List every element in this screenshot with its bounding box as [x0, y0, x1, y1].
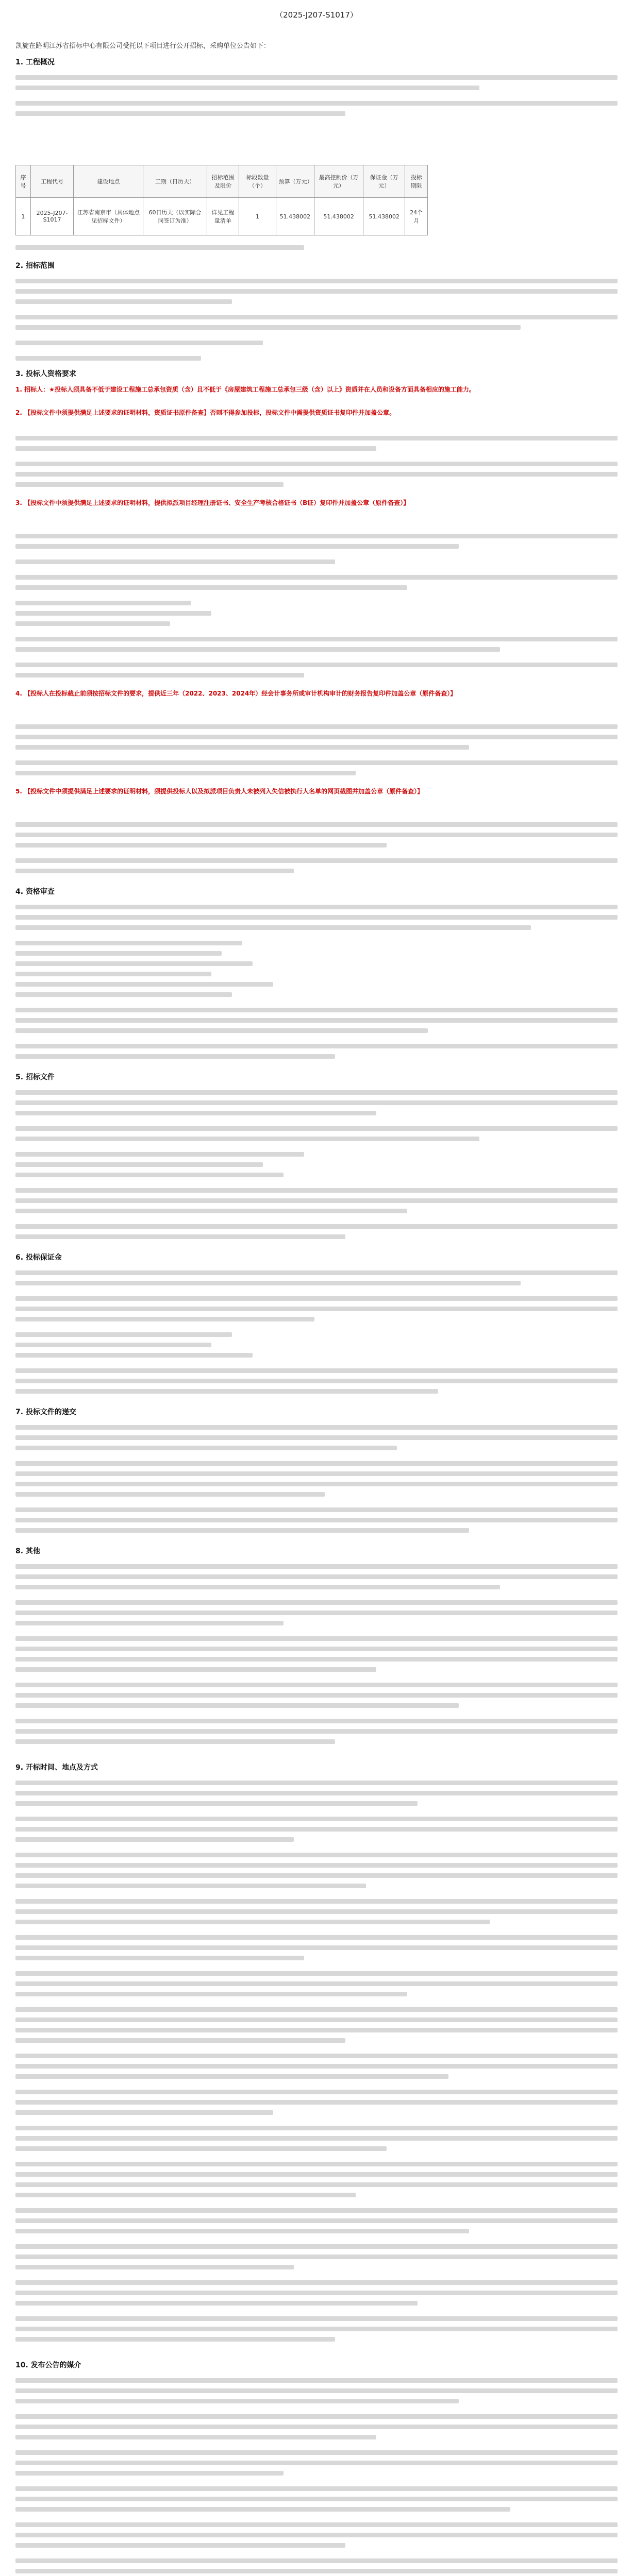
text-line: [15, 2298, 618, 2303]
table-cell: 51.438002: [363, 198, 405, 235]
text-line: [15, 1005, 618, 1010]
text-line: [15, 1303, 618, 1309]
text-line: [15, 541, 618, 546]
text-line: [15, 1087, 618, 1092]
text-line: [15, 1525, 618, 1530]
text-line: [15, 2143, 618, 2148]
table-cell: 51.438002: [314, 198, 363, 235]
text-line: [15, 1633, 618, 1638]
text-line: [15, 582, 618, 587]
text-line: [15, 2468, 618, 2473]
text-line: [15, 1206, 618, 1211]
text-line: [15, 2432, 618, 2437]
text-line: [15, 608, 618, 613]
text-line: [15, 296, 618, 301]
requirement-highlight: 1. 招标人：★投标人须具备不低于建设工程施工总承包资质（含）且不低于《房屋建筑工程施工总承包三级（含）以上》资质并在人员和设备方面具备相应的施工能力。: [15, 386, 475, 393]
text-line: [15, 1170, 618, 1175]
requirement-highlight: 5. 【投标文件中须提供满足上述要求的证明材料，须提供投标人以及拟派项目负责人未被列入失信被执行人名单的网页截图并加盖公章（原件备查）】: [15, 788, 424, 795]
table-cell: 2025-J207-S1017: [30, 198, 74, 235]
text-line: [15, 2215, 618, 2221]
text-line: [15, 1185, 618, 1190]
text-line: [15, 2205, 618, 2210]
text-line: [15, 2025, 618, 2030]
text-line: [15, 1597, 618, 1602]
text-line: [15, 1221, 618, 1226]
text-line: [15, 1159, 618, 1164]
section-heading-review: 4. 资格审查: [15, 888, 55, 896]
text-line: [15, 2087, 618, 2092]
table-header-cell: 序号: [16, 165, 31, 198]
table-cell: 1: [239, 198, 276, 235]
text-line: [15, 322, 618, 327]
text-line: [15, 2133, 618, 2138]
text-line: [15, 2411, 618, 2416]
requirement-highlight: 2. 【投标文件中须提供满足上述要求的证明材料，资质证书原件备查】否则不得参加投标，投标文件中需提供资质证书复印件并加盖公章。: [15, 409, 396, 416]
text-line: [15, 2483, 618, 2488]
text-line: [15, 2504, 618, 2509]
text-line: [15, 1329, 618, 1334]
text-line: [15, 1489, 618, 1494]
text-line: [15, 1654, 618, 1659]
text-line: [15, 659, 618, 665]
text-line: [15, 912, 618, 917]
text-line: [15, 2555, 618, 2561]
text-line: [15, 2396, 618, 2401]
text-line: [15, 1978, 618, 1984]
text-line: [15, 2287, 618, 2293]
text-line: [15, 2071, 618, 2076]
text-line: [15, 1293, 618, 1298]
text-line: [15, 2385, 618, 2391]
intro-paragraph: 凯旋在路明江苏省招标中心有限公司受托以下项目进行公开招标，采购单位公告如下：: [15, 42, 271, 50]
text-line: [15, 2004, 618, 2009]
text-line: [15, 1504, 618, 1510]
text-line: [15, 1267, 618, 1273]
text-line: [15, 1340, 618, 1345]
text-line: [15, 1700, 618, 1705]
table-row: [16, 198, 428, 235]
table-cell: 江苏省南京市（具体地点见招标文件）: [74, 198, 143, 235]
text-line: [15, 2458, 618, 2463]
text-line: [15, 556, 618, 562]
text-line: [15, 2123, 618, 2128]
text-line: [15, 866, 618, 871]
text-line: [15, 1432, 618, 1437]
text-line: [15, 2179, 618, 2184]
text-line: [15, 312, 618, 317]
text-line: [15, 1097, 618, 1103]
text-line: [15, 855, 618, 860]
text-line: [15, 1123, 618, 1128]
text-line: [15, 2324, 618, 2329]
text-line: [15, 1015, 618, 1020]
text-line: [15, 1515, 618, 1520]
text-line: [15, 1798, 618, 1803]
section-heading-submission: 7. 投标文件的递交: [15, 1408, 76, 1416]
text-line: [15, 1643, 618, 1649]
text-line: [15, 1870, 618, 1875]
text-line: [15, 757, 618, 762]
text-line: [15, 2447, 618, 2452]
text-line: [15, 2097, 618, 2102]
text-line: [15, 1051, 618, 1056]
section-heading-opening: 9. 开标时间、地点及方式: [15, 1764, 98, 1772]
section-heading-media: 10. 发布公告的媒介: [15, 2361, 81, 2369]
text-line: [15, 902, 618, 907]
text-line: [15, 2226, 618, 2231]
text-line: [15, 732, 618, 737]
document-number: （2025-J207-S1017）: [275, 10, 358, 20]
text-line: [15, 1953, 618, 1958]
text-line: [15, 1880, 618, 1886]
text-line: [15, 644, 618, 649]
text-line: [15, 337, 618, 343]
text-line: [15, 1479, 618, 1484]
text-line: [15, 1968, 618, 1973]
text-line: [15, 1850, 618, 1855]
text-line: [15, 2540, 618, 2545]
table-header-cell: 工期（日历天）: [143, 165, 207, 198]
table-header-cell: 预算（万元）: [276, 165, 314, 198]
text-line: [15, 1932, 618, 1937]
text-line: [15, 1278, 618, 1283]
table-cell: 1: [16, 198, 31, 235]
text-line: [15, 1690, 618, 1695]
text-line: [15, 1726, 618, 1731]
text-line: [15, 1618, 618, 1623]
text-line: [15, 1788, 618, 1793]
text-line: [15, 2107, 618, 2112]
section-heading-deposit: 6. 投标保证金: [15, 1253, 62, 1262]
table-header-cell: 建设地点: [74, 165, 143, 198]
text-line: [15, 948, 618, 953]
text-line: [15, 1376, 618, 1381]
text-line: [15, 742, 618, 747]
text-line: [15, 1231, 618, 1236]
text-line: [15, 2014, 618, 2020]
text-line: [15, 2566, 618, 2571]
text-line: [15, 1149, 618, 1154]
project-table: [15, 165, 428, 235]
text-line: [15, 2375, 618, 2380]
text-line: [15, 1860, 618, 1865]
text-line: [15, 2169, 618, 2174]
text-line: [15, 1365, 618, 1370]
text-line: [15, 1571, 618, 1577]
text-line: [15, 1834, 618, 1839]
table-cell: 详见工程量清单: [207, 198, 239, 235]
text-line: [15, 2035, 618, 2040]
table-header-cell: 投标期限: [405, 165, 428, 198]
text-line: [15, 108, 618, 113]
text-line: [15, 840, 618, 845]
text-line: [15, 1664, 618, 1669]
section-heading-scope: 2. 招标范围: [15, 262, 55, 270]
text-line: [15, 1350, 618, 1355]
text-line: [15, 242, 618, 247]
text-line: [15, 1582, 618, 1587]
text-line: [15, 572, 618, 577]
text-line: [15, 2421, 618, 2427]
text-line: [15, 989, 618, 994]
text-line: [15, 286, 618, 291]
text-line: [15, 938, 618, 943]
text-line: [15, 72, 618, 77]
text-line: [15, 1680, 618, 1685]
text-line: [15, 1777, 618, 1783]
text-line: [15, 1195, 618, 1200]
text-line: [15, 2519, 618, 2524]
text-line: [15, 670, 618, 675]
text-line: [15, 479, 618, 484]
text-line: [15, 1942, 618, 1947]
text-line: [15, 1896, 618, 1901]
text-line: [15, 353, 618, 358]
text-line: [15, 1607, 618, 1613]
text-line: [15, 979, 618, 984]
text-line: [15, 958, 618, 963]
requirement-highlight: 3. 【投标文件中须提供满足上述要求的证明材料，提供拟派项目经理注册证书、安全生产考核合格证书（B证）复印件并加盖公章（原件备查）】: [15, 499, 410, 506]
text-line: [15, 2334, 618, 2339]
text-line: [15, 618, 618, 623]
text-line: [15, 1422, 618, 1427]
text-line: [15, 1314, 618, 1319]
text-line: [15, 1561, 618, 1566]
text-line: [15, 2159, 618, 2164]
text-line: [15, 433, 618, 438]
text-line: [15, 1906, 618, 1911]
table-header-cell: 保证金（万元）: [363, 165, 405, 198]
text-line: [15, 1989, 618, 1994]
text-line: [15, 82, 618, 88]
text-line: [15, 2190, 618, 2195]
text-line: [15, 969, 618, 974]
text-line: [15, 1108, 618, 1113]
text-line: [15, 276, 618, 281]
text-line: [15, 2494, 618, 2499]
text-line: [15, 1814, 618, 1819]
text-line: [15, 1025, 618, 1030]
text-line: [15, 98, 618, 103]
table-header-cell: 标段数量（个）: [239, 165, 276, 198]
table-header-row: [16, 165, 428, 198]
text-line: [15, 829, 618, 835]
text-line: [15, 721, 618, 726]
requirement-highlight: 4. 【投标人在投标截止前须按招标文件的要求，提供近三年（2022、2023、2024年）经会计事务所或审计机构审计的财务报告复印件加盖公章（原件备查）】: [15, 690, 457, 697]
text-line: [15, 1736, 618, 1741]
text-line: [15, 1458, 618, 1463]
text-line: [15, 469, 618, 474]
text-line: [15, 2241, 618, 2246]
text-line: [15, 459, 618, 464]
table-header-cell: 最高控制价（万元）: [314, 165, 363, 198]
section-heading-other: 8. 其他: [15, 1547, 40, 1555]
text-line: [15, 1824, 618, 1829]
text-line: [15, 1386, 618, 1391]
text-line: [15, 1917, 618, 1922]
text-line: [15, 443, 618, 448]
text-line: [15, 768, 618, 773]
text-line: [15, 531, 618, 536]
text-line: [15, 2530, 618, 2535]
table-header-cell: 招标范围及限价: [207, 165, 239, 198]
text-line: [15, 2262, 618, 2267]
text-line: [15, 2313, 618, 2318]
text-line: [15, 2277, 618, 2282]
text-line: [15, 819, 618, 824]
text-line: [15, 2251, 618, 2257]
text-line: [15, 634, 618, 639]
text-line: [15, 1716, 618, 1721]
text-line: [15, 922, 618, 927]
text-line: [15, 2061, 618, 2066]
text-line: [15, 1133, 618, 1139]
text-line: [15, 598, 618, 603]
table-cell: 51.438002: [276, 198, 314, 235]
section-heading-qualification: 3. 投标人资格要求: [15, 370, 76, 378]
text-line: [15, 1443, 618, 1448]
text-line: [15, 2050, 618, 2056]
table-cell: 24个月: [405, 198, 428, 235]
section-heading-tender-docs: 5. 招标文件: [15, 1073, 55, 1081]
text-line: [15, 1468, 618, 1473]
text-line: [15, 1041, 618, 1046]
table-header-cell: 工程代号: [30, 165, 74, 198]
section-heading-project-overview: 1. 工程概况: [15, 58, 55, 66]
table-cell: 60日历天（以实际合同签订为准）: [143, 198, 207, 235]
